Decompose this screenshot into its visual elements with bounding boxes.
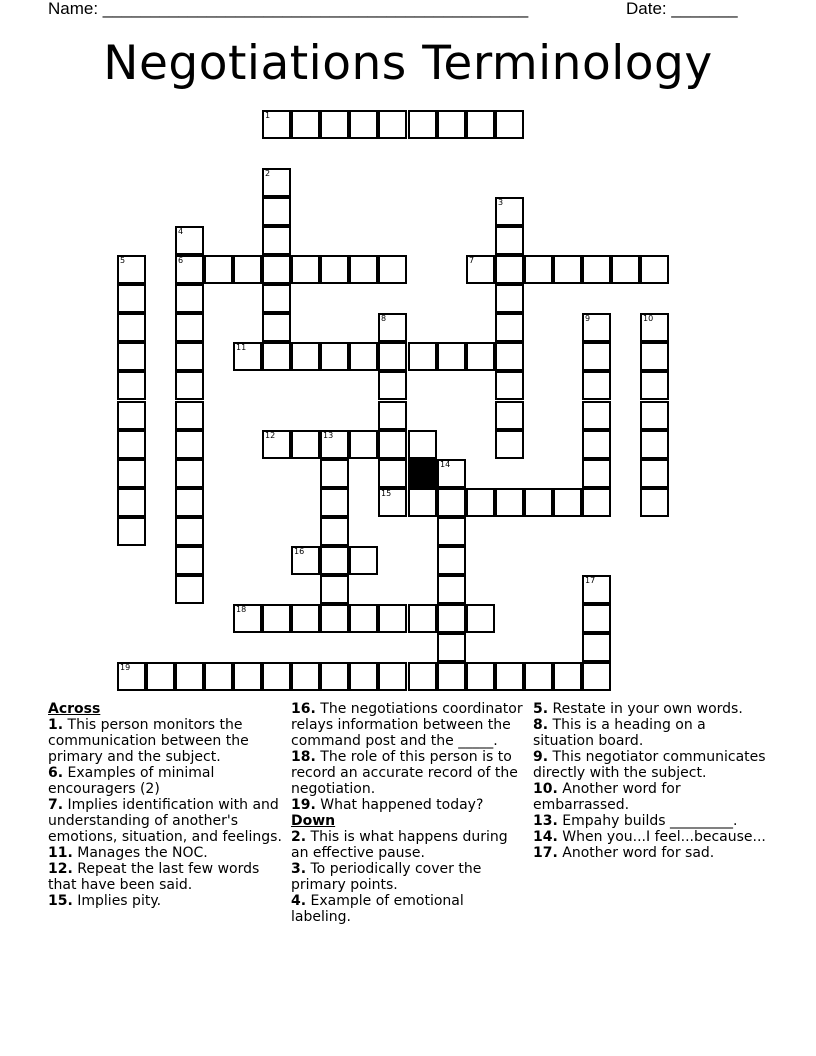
crossword-cell[interactable] xyxy=(495,197,524,226)
crossword-cell[interactable] xyxy=(524,255,553,284)
crossword-cell[interactable] xyxy=(320,110,349,139)
crossword-cell[interactable] xyxy=(640,255,669,284)
cell-number: 13 xyxy=(323,431,334,440)
cell-number: 16 xyxy=(294,547,305,556)
clue-number: 4. xyxy=(291,893,307,909)
crossword-cell[interactable] xyxy=(117,488,146,517)
crossword-cell[interactable] xyxy=(408,110,437,139)
crossword-cell[interactable] xyxy=(437,575,466,604)
crossword-cell[interactable] xyxy=(640,313,669,342)
crossword-cell[interactable] xyxy=(611,255,640,284)
crossword-cell[interactable] xyxy=(262,110,291,139)
crossword-cell[interactable] xyxy=(175,313,204,342)
crossword-cell[interactable] xyxy=(117,517,146,546)
clue-number: 16. xyxy=(291,701,316,717)
crossword-cell[interactable] xyxy=(349,110,378,139)
clue-text: Another word for embarrassed. xyxy=(533,781,681,813)
crossword-cell[interactable] xyxy=(437,517,466,546)
crossword-cell[interactable] xyxy=(495,226,524,255)
crossword-cell[interactable] xyxy=(582,662,611,691)
crossword-cell[interactable] xyxy=(582,633,611,662)
crossword-cell[interactable] xyxy=(175,342,204,371)
crossword-cell[interactable] xyxy=(378,313,407,342)
crossword-cell[interactable] xyxy=(262,226,291,255)
crossword-cell[interactable] xyxy=(582,430,611,459)
crossword-cell[interactable] xyxy=(466,662,495,691)
clue-column-3 xyxy=(533,701,769,861)
cell-number: 3 xyxy=(498,198,504,207)
crossword-cell[interactable] xyxy=(495,342,524,371)
clue-number: 10. xyxy=(533,781,558,797)
clue-text: Restate in your own words. xyxy=(548,701,743,717)
blocked-cell xyxy=(408,459,437,488)
crossword-cell[interactable] xyxy=(320,488,349,517)
crossword-cell[interactable] xyxy=(262,313,291,342)
clue-19 xyxy=(291,797,527,813)
crossword-cell[interactable] xyxy=(466,342,495,371)
clue-10 xyxy=(533,781,769,813)
crossword-cell[interactable] xyxy=(640,371,669,400)
crossword-cell[interactable] xyxy=(349,662,378,691)
clue-text: Repeat the last few words that have been said. xyxy=(48,861,260,893)
crossword-cell[interactable] xyxy=(378,255,407,284)
crossword-cell[interactable] xyxy=(582,313,611,342)
crossword-cell[interactable] xyxy=(553,662,582,691)
cell-number: 10 xyxy=(643,314,654,323)
cell-number: 1 xyxy=(265,111,271,120)
date-line[interactable]: _______ xyxy=(671,0,738,18)
clue-column-1 xyxy=(48,701,284,909)
crossword-cell[interactable] xyxy=(233,255,262,284)
crossword-cell[interactable] xyxy=(117,313,146,342)
clue-number: 17. xyxy=(533,845,558,861)
crossword-cell[interactable] xyxy=(320,255,349,284)
clue-number: 5. xyxy=(533,701,549,717)
clue-number: 18. xyxy=(291,749,316,765)
clue-6 xyxy=(48,765,284,797)
clue-14 xyxy=(533,829,769,845)
clue-text: This negotiator communicates directly with the subject. xyxy=(533,749,766,781)
crossword-cell[interactable] xyxy=(524,662,553,691)
clue-number: 2. xyxy=(291,829,307,845)
crossword-cell[interactable] xyxy=(582,488,611,517)
clue-text: The role of this person is to record an accurate record of the negotiation. xyxy=(291,749,518,797)
crossword-cell[interactable] xyxy=(466,604,495,633)
crossword-cell[interactable] xyxy=(320,342,349,371)
clue-number: 13. xyxy=(533,813,558,829)
crossword-cell[interactable] xyxy=(291,604,320,633)
clue-text: The negotiations coordinator relays information between the command post and the _____. xyxy=(291,701,523,749)
crossword-cell[interactable] xyxy=(262,255,291,284)
clue-18 xyxy=(291,749,527,797)
crossword-cell[interactable] xyxy=(378,371,407,400)
crossword-cell[interactable] xyxy=(291,430,320,459)
cell-number: 6 xyxy=(178,256,184,265)
crossword-cell[interactable] xyxy=(262,430,291,459)
clue-8 xyxy=(533,717,769,749)
crossword-cell[interactable] xyxy=(466,255,495,284)
crossword-cell[interactable] xyxy=(495,284,524,313)
crossword-cell[interactable] xyxy=(495,255,524,284)
crossword-cell[interactable] xyxy=(320,430,349,459)
clue-4 xyxy=(291,893,527,925)
clue-number: 8. xyxy=(533,717,549,733)
crossword-cell[interactable] xyxy=(495,110,524,139)
down-heading: Down xyxy=(291,813,336,829)
crossword-cell[interactable] xyxy=(349,604,378,633)
crossword-cell[interactable] xyxy=(117,284,146,313)
crossword-cell[interactable] xyxy=(175,226,204,255)
crossword-cell[interactable] xyxy=(175,430,204,459)
crossword-cell[interactable] xyxy=(640,488,669,517)
crossword-cell[interactable] xyxy=(378,488,407,517)
crossword-cell[interactable] xyxy=(408,604,437,633)
crossword-cell[interactable] xyxy=(378,430,407,459)
clue-text: Implies pity. xyxy=(72,893,162,909)
clue-text: This person monitors the communication between the primary and the subject. xyxy=(48,717,249,765)
clue-number: 14. xyxy=(533,829,558,845)
crossword-cell[interactable] xyxy=(582,459,611,488)
crossword-cell[interactable] xyxy=(378,662,407,691)
cell-number: 17 xyxy=(585,576,596,585)
crossword-cell[interactable] xyxy=(349,430,378,459)
clue-text: This is what happens during an effective pause. xyxy=(291,829,508,861)
crossword-cell[interactable] xyxy=(349,255,378,284)
crossword-cell[interactable] xyxy=(262,197,291,226)
crossword-cell[interactable] xyxy=(233,604,262,633)
crossword-cell[interactable] xyxy=(349,546,378,575)
crossword-cell[interactable] xyxy=(640,459,669,488)
crossword-cell[interactable] xyxy=(320,517,349,546)
crossword-cell[interactable] xyxy=(349,342,378,371)
crossword-cell[interactable] xyxy=(262,168,291,197)
crossword-cell[interactable] xyxy=(582,255,611,284)
crossword-cell[interactable] xyxy=(553,255,582,284)
cell-number: 7 xyxy=(469,256,475,265)
crossword-cell[interactable] xyxy=(437,662,466,691)
clue-15 xyxy=(48,893,284,909)
cell-number: 5 xyxy=(120,256,126,265)
crossword-cell[interactable] xyxy=(378,459,407,488)
crossword-cell[interactable] xyxy=(175,488,204,517)
clue-12 xyxy=(48,861,284,893)
crossword-cell[interactable] xyxy=(233,662,262,691)
cell-number: 4 xyxy=(178,227,184,236)
crossword-cell[interactable] xyxy=(117,255,146,284)
clue-16 xyxy=(291,701,527,749)
clue-13 xyxy=(533,813,769,829)
clue-17 xyxy=(533,845,769,861)
crossword-cell[interactable] xyxy=(262,342,291,371)
cell-number: 15 xyxy=(381,489,392,498)
crossword-cell[interactable] xyxy=(437,604,466,633)
crossword-cell[interactable] xyxy=(582,575,611,604)
crossword-cell[interactable] xyxy=(320,604,349,633)
crossword-cell[interactable] xyxy=(466,488,495,517)
crossword-cell[interactable] xyxy=(320,459,349,488)
crossword-cell[interactable] xyxy=(262,662,291,691)
crossword-cell[interactable] xyxy=(175,662,204,691)
crossword-cell[interactable] xyxy=(320,546,349,575)
crossword-cell[interactable] xyxy=(640,401,669,430)
clue-9 xyxy=(533,749,769,781)
crossword-cell[interactable] xyxy=(291,110,320,139)
name-line[interactable]: _____________________________________________ xyxy=(102,0,529,18)
clue-number: 15. xyxy=(48,893,73,909)
crossword-cell[interactable] xyxy=(437,546,466,575)
clue-number: 19. xyxy=(291,797,316,813)
clue-column-2 xyxy=(291,701,527,925)
crossword-cell[interactable] xyxy=(291,662,320,691)
clue-2 xyxy=(291,829,527,861)
crossword-cell[interactable] xyxy=(582,342,611,371)
crossword-cell[interactable] xyxy=(466,110,495,139)
clue-number: 11. xyxy=(48,845,73,861)
cell-number: 8 xyxy=(381,314,387,323)
crossword-cell[interactable] xyxy=(146,662,175,691)
cell-number: 9 xyxy=(585,314,591,323)
crossword-cell[interactable] xyxy=(408,342,437,371)
clue-number: 6. xyxy=(48,765,64,781)
clue-text: Empahy builds _________. xyxy=(557,813,738,829)
clue-text: This is a heading on a situation board. xyxy=(533,717,706,749)
crossword-cell[interactable] xyxy=(175,284,204,313)
cell-number: 11 xyxy=(236,343,247,352)
crossword-cell[interactable] xyxy=(437,342,466,371)
crossword-cell[interactable] xyxy=(291,255,320,284)
clue-7 xyxy=(48,797,284,845)
date-label: Date: xyxy=(626,0,672,18)
crossword-cell[interactable] xyxy=(437,459,466,488)
crossword-cell[interactable] xyxy=(175,255,204,284)
crossword-cell[interactable] xyxy=(320,662,349,691)
crossword-cell[interactable] xyxy=(117,459,146,488)
name-label: Name: xyxy=(48,0,103,18)
crossword-cell[interactable] xyxy=(175,517,204,546)
crossword-cell[interactable] xyxy=(437,633,466,662)
cell-number: 2 xyxy=(265,169,271,178)
cell-number: 18 xyxy=(236,605,247,614)
crossword-cell[interactable] xyxy=(582,371,611,400)
crossword-cell[interactable] xyxy=(495,313,524,342)
clue-text: Implies identification with and understanding of another's emotions, situation, and feelings. xyxy=(48,797,282,845)
crossword-cell[interactable] xyxy=(437,110,466,139)
clue-number: 7. xyxy=(48,797,64,813)
crossword-cell[interactable] xyxy=(291,342,320,371)
page-title: Negotiations Terminology xyxy=(103,36,713,91)
clue-text: Manages the NOC. xyxy=(72,845,208,861)
crossword-cell[interactable] xyxy=(582,604,611,633)
crossword-cell[interactable] xyxy=(175,371,204,400)
crossword-cell[interactable] xyxy=(408,488,437,517)
crossword-cell[interactable] xyxy=(262,284,291,313)
clue-text: Another word for sad. xyxy=(557,845,715,861)
cell-number: 14 xyxy=(440,460,451,469)
clue-number: 1. xyxy=(48,717,64,733)
clue-1 xyxy=(48,717,284,765)
crossword-cell[interactable] xyxy=(640,342,669,371)
crossword-cell[interactable] xyxy=(495,488,524,517)
crossword-cell[interactable] xyxy=(378,401,407,430)
crossword-cell[interactable] xyxy=(408,430,437,459)
crossword-cell[interactable] xyxy=(495,430,524,459)
crossword-cell[interactable] xyxy=(524,488,553,517)
cell-number: 19 xyxy=(120,663,131,672)
crossword-cell[interactable] xyxy=(175,575,204,604)
clue-text: To periodically cover the primary points. xyxy=(291,861,482,893)
clue-number: 3. xyxy=(291,861,307,877)
crossword-cell[interactable] xyxy=(378,342,407,371)
crossword-cell[interactable] xyxy=(320,575,349,604)
crossword-cell[interactable] xyxy=(495,662,524,691)
crossword-cell[interactable] xyxy=(117,371,146,400)
crossword-cell[interactable] xyxy=(233,342,262,371)
crossword-cell[interactable] xyxy=(117,430,146,459)
crossword-cell[interactable] xyxy=(378,110,407,139)
crossword-cell[interactable] xyxy=(495,401,524,430)
crossword-cell[interactable] xyxy=(117,662,146,691)
crossword-cell[interactable] xyxy=(640,430,669,459)
crossword-cell[interactable] xyxy=(291,546,320,575)
clue-text: When you...I feel...because... xyxy=(557,829,766,845)
clue-text: Examples of minimal encouragers (2) xyxy=(48,765,215,797)
crossword-cell[interactable] xyxy=(175,546,204,575)
crossword-cell[interactable] xyxy=(175,401,204,430)
clue-11 xyxy=(48,845,284,861)
crossword-cell[interactable] xyxy=(204,662,233,691)
clue-number: 12. xyxy=(48,861,73,877)
crossword-cell[interactable] xyxy=(553,488,582,517)
across-heading: Across xyxy=(48,701,101,717)
crossword-cell[interactable] xyxy=(582,401,611,430)
crossword-cell[interactable] xyxy=(262,604,291,633)
crossword-cell[interactable] xyxy=(495,371,524,400)
crossword-cell[interactable] xyxy=(204,255,233,284)
clue-5 xyxy=(533,701,769,717)
crossword-cell[interactable] xyxy=(117,401,146,430)
crossword-cell[interactable] xyxy=(378,604,407,633)
crossword-cell[interactable] xyxy=(437,488,466,517)
clue-text: What happened today? xyxy=(315,797,484,813)
clue-text: Example of emotional labeling. xyxy=(291,893,464,925)
crossword-cell[interactable] xyxy=(117,342,146,371)
crossword-cell[interactable] xyxy=(408,662,437,691)
clue-3 xyxy=(291,861,527,893)
cell-number: 12 xyxy=(265,431,276,440)
clue-number: 9. xyxy=(533,749,549,765)
crossword-cell[interactable] xyxy=(175,459,204,488)
